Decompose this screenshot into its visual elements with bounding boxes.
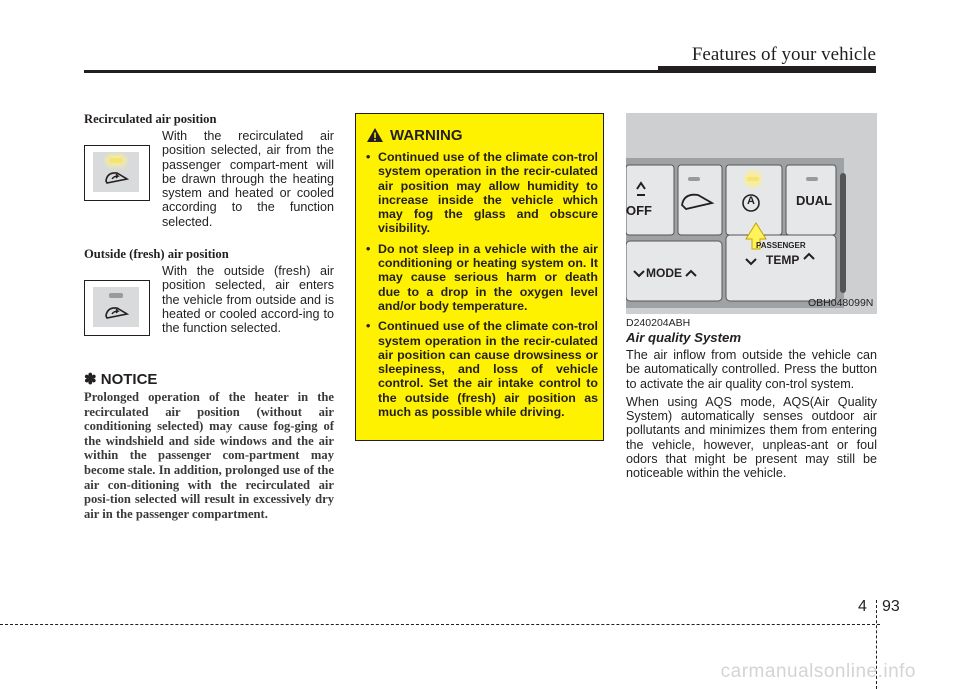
passenger-label: PASSENGER [756, 241, 806, 250]
climate-panel-photo [626, 113, 877, 314]
recirculated-block [84, 129, 334, 247]
off-label: OFF [626, 203, 652, 218]
dual-label: DUAL [796, 193, 833, 208]
watermark: carmanualsonline.info [720, 661, 916, 682]
header-title: Features of your vehicle [691, 44, 876, 65]
page-number: 93 [882, 598, 900, 615]
outside-text: With the outside (fresh) air position selected, air enters the vehicle from outside and is heated or cooled accord-ing to the function selected. [162, 264, 334, 336]
warning-list [366, 150, 598, 425]
notice-title: ✽ NOTICE [84, 371, 158, 388]
outside-air-button-face [93, 287, 139, 327]
recirculation-button-image [84, 145, 150, 201]
warning-title: WARNING [390, 126, 463, 144]
warning-header [366, 124, 463, 146]
warning-item: • Do not sleep in a vehicle with the air conditioning or heating system on. It may cause serious harm or death due to a drop in the oxygen level and/or body temperature. [366, 242, 598, 313]
led-on-icon [109, 158, 123, 163]
warning-triangle-icon [366, 127, 384, 143]
outside-block [84, 264, 334, 364]
section-code: D240204ABH [626, 317, 691, 329]
recirculate-icon [103, 166, 131, 186]
notice-body: Prolonged operation of the heater in the recirculated air position (without air conditioning selected) may cause fog-ging of the windshield and side windows and the air within the passenger com-partment may become stale. In addition, prolonged use of the air con-ditioning with the recirculated air posi-tion selected will result in excessively dry air in the passenger compartment. [84, 390, 334, 521]
recirculation-button-face [93, 152, 139, 192]
recirculate-icon [103, 301, 131, 321]
footer-rule [0, 624, 880, 625]
section-title: Air quality System [626, 330, 742, 345]
warning-item: • Continued use of the climate con-trol system operation in the recir-culated air position can cause drowsiness or sleepiness, and loss of vehicle control. Set the air intake control to the outside (fresh) air position as much as possible while driving. [366, 319, 598, 419]
temp-label: TEMP [766, 253, 800, 267]
aqs-paragraph-1: The air inflow from outside the vehicle can be automatically controlled. Press the button to activate the air quality con-trol system. [626, 348, 877, 391]
left-column [84, 112, 334, 521]
climate-panel-illustration [626, 113, 877, 314]
header-rule [84, 70, 876, 73]
aqs-text [626, 348, 877, 485]
recirculated-heading: Recirculated air position [84, 112, 217, 126]
chapter-number: 4 [858, 598, 867, 615]
a-label: A [747, 195, 755, 207]
led-off-icon [109, 293, 123, 298]
outside-air-button-image [84, 280, 150, 336]
outside-heading: Outside (fresh) air position [84, 247, 229, 261]
photo-caption: OBH048099N [808, 297, 874, 309]
aqs-paragraph-2: When using AQS mode, AQS(Air Quality System) automatically senses outdoor air pollutants and minimizes them from entering the vehicle, however, unpleas-ant or foul odors that might be present may still be noticeable within the vehicle. [626, 394, 877, 481]
mode-label: MODE [646, 266, 682, 280]
warning-item: • Continued use of the climate con-trol system operation in the recir-culated air position may allow humidity to increase inside the vehicle which may fog the glass and obscure visibility. [366, 150, 598, 236]
recirculated-text: With the recirculated air position selected, air from the passenger compart-ment will be drawn through the heating system and heated or cooled according to the function selected. [162, 129, 334, 229]
warning-box [355, 113, 604, 441]
